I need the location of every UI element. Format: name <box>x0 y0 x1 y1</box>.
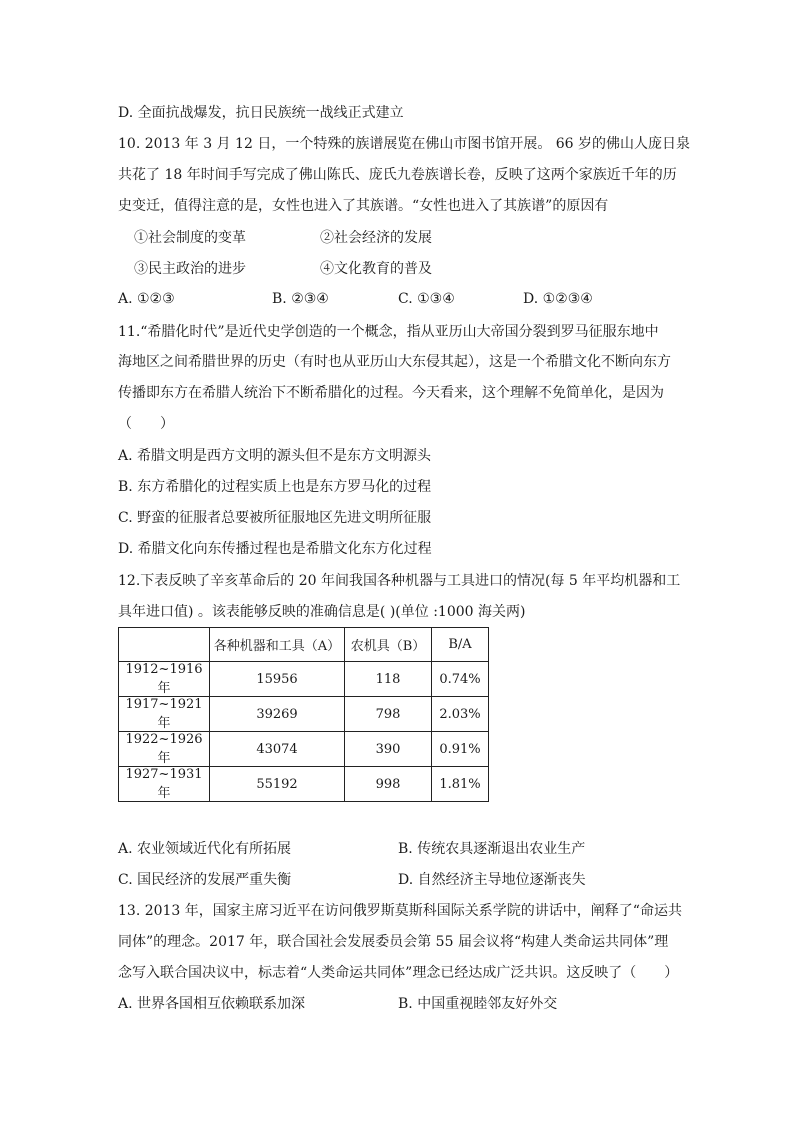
table-cell: 1927~1931 年 <box>119 767 210 802</box>
table-header-cell <box>119 628 210 662</box>
q10-option-c: C. ①③④ <box>398 291 455 307</box>
table-cell: 118 <box>345 662 432 697</box>
q11-stem-line-1: 11.“希腊化时代”是近代史学创造的一个概念，指从亚历山大帝国分裂到罗马征服东地中 <box>118 324 659 340</box>
q10-stem-line-2: 共花了 18 年时间手写完成了佛山陈氏、庞氏九卷族谱长卷，反映了这两个家族近千年的历 <box>118 167 677 183</box>
q10-item-1: ①社会制度的变革 <box>134 230 246 246</box>
table-cell: 998 <box>345 767 432 802</box>
table-header-cell: B/A <box>432 628 489 662</box>
q13-option-a: A. 世界各国相互依赖联系加深 <box>118 996 306 1012</box>
q11-option-c: C. 野蛮的征服者总要被所征服地区先进文明所征服 <box>118 510 432 526</box>
table-cell: 0.91% <box>432 732 489 767</box>
q10-stem-line-3: 史变迁，值得注意的是，女性也进入了其族谱。“女性也进入了其族谱”的原因有 <box>118 198 609 214</box>
table-header-cell: 农机具（B） <box>345 628 432 662</box>
q13-stem-line-2: 同体”的理念。2017 年，联合国社会发展委员会第 55 届会议将“构建人类命运共同体”理 <box>118 934 669 950</box>
table-header-row <box>119 628 489 662</box>
q12-option-b: B. 传统农具逐渐退出农业生产 <box>398 841 586 857</box>
q10-stem-line-1: 10. 2013 年 3 月 12 日，一个特殊的族谱展览在佛山市图书馆开展。 66 岁的佛山人庞日泉 <box>118 136 691 152</box>
table-cell: 1917~1921 年 <box>119 697 210 732</box>
table-cell: 43074 <box>210 732 345 767</box>
table-cell: 798 <box>345 697 432 732</box>
q13-stem-line-3: 念写入联合国决议中，标志着“人类命运共同体”理念已经达成广泛共识。这反映了（ ） <box>118 965 679 981</box>
table-row <box>119 697 489 732</box>
q10-option-d: D. ①②③④ <box>523 291 593 307</box>
q13-stem-line-1: 13. 2013 年，国家主席习近平在访问俄罗斯莫斯科国际关系学院的讲话中，阐释了“命运共 <box>118 903 682 919</box>
q11-option-a: A. 希腊文明是西方文明的源头但不是东方文明源头 <box>118 448 432 464</box>
q12-option-a: A. 农业领域近代化有所拓展 <box>118 841 292 857</box>
table-row <box>119 767 489 802</box>
q11-stem-line-2: 海地区之间希腊世界的历史（有时也从亚历山大东侵其起），这是一个希腊文化不断向东方 <box>118 354 671 370</box>
q11-option-b: B. 东方希腊化的过程实质上也是东方罗马化的过程 <box>118 479 432 495</box>
table-row <box>119 732 489 767</box>
q11-option-d: D. 希腊文化向东传播过程也是希腊文化东方化过程 <box>118 541 432 557</box>
q12-option-d: D. 自然经济主导地位逐渐丧失 <box>398 872 586 888</box>
table-cell: 1922~1926 年 <box>119 732 210 767</box>
machinery-import-table <box>118 627 489 802</box>
q12-option-c: C. 国民经济的发展严重失衡 <box>118 872 292 888</box>
table-cell: 55192 <box>210 767 345 802</box>
table-cell: 390 <box>345 732 432 767</box>
q10-item-4: ④文化教育的普及 <box>320 261 432 277</box>
table-row <box>119 662 489 697</box>
table-cell: 1.81% <box>432 767 489 802</box>
q11-stem-line-3: 传播即东方在希腊人统治下不断希腊化的过程。今天看来，这个理解不免简单化，是因为 <box>118 385 664 401</box>
table-cell: 0.74% <box>432 662 489 697</box>
q11-answer-bracket: （ ） <box>118 416 174 432</box>
table-cell: 15956 <box>210 662 345 697</box>
q9-option-d: D. 全面抗战爆发，抗日民族统一战线正式建立 <box>118 105 404 121</box>
q10-item-3: ③民主政治的进步 <box>134 261 246 277</box>
q10-option-a: A. ①②③ <box>118 291 175 307</box>
q13-option-b: B. 中国重视睦邻友好外交 <box>398 996 558 1012</box>
q12-stem-line-1: 12.下表反映了辛亥革命后的 20 年间我国各种机器与工具进口的情况(每 5 年平均机器和工 <box>118 573 681 589</box>
table-cell: 39269 <box>210 697 345 732</box>
table-header-cell: 各种机器和工具（A） <box>210 628 345 662</box>
q10-item-2: ②社会经济的发展 <box>320 230 432 246</box>
q10-option-b: B. ②③④ <box>272 291 329 307</box>
table-cell: 2.03% <box>432 697 489 732</box>
q12-stem-line-2: 具年进口值) 。该表能够反映的准确信息是( )(单位 :1000 海关两) <box>118 604 526 620</box>
table-cell: 1912~1916 年 <box>119 662 210 697</box>
